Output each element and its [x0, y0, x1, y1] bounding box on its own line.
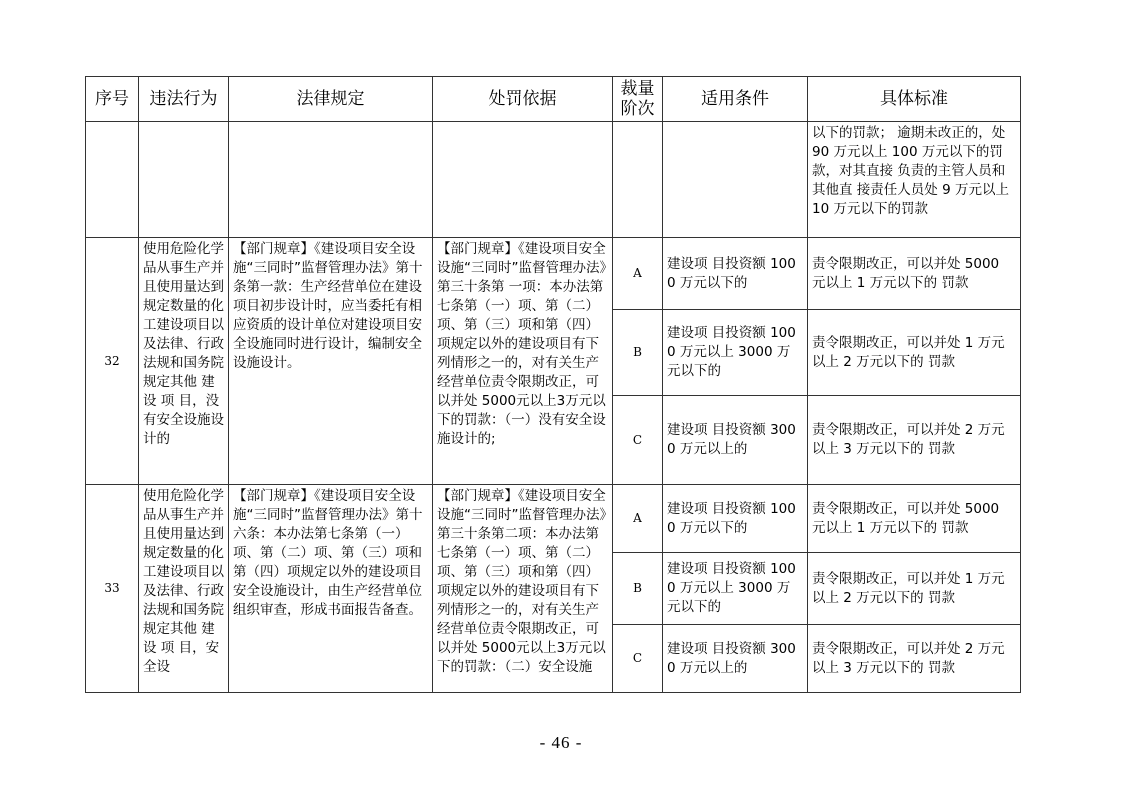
act-cell: 使用危险化学品从事生产并且使用量达到规定数量的化工建设项目以及法律、行政法规和国务院规定其他 建 设 项 目，没有安全设施设计的 — [139, 238, 229, 485]
page-number: - 46 - — [539, 733, 583, 752]
table-row — [86, 485, 1021, 553]
std-cell: 责令限期改正，可以并处 1 万元以上 2 万元以下的 罚款 — [808, 553, 1021, 625]
basis-cell: 【部门规章】《建设项目安全设施“三同时”监督管理办法》第三十条第 一项：本办法第七条第（一）项、第（二）项、第（三）项和第（四）项规定以外的建设项目有下列情形之一的，对有关生产经营单位责令限期改正，可以并处 5000元以上3万元以下的罚款：（一）没有安全设施设计的; — [433, 238, 613, 485]
cond-cell: 建设项 目投资额 1000 万元以上 3000 万元以下的 — [663, 310, 808, 396]
std-cell: 责令限期改正，可以并处 1 万元以上 2 万元以下的 罚款 — [808, 310, 1021, 396]
seq-cell: 33 — [86, 485, 139, 693]
cond-cell: 建设项 目投资额 1000 万元以上 3000 万元以下的 — [663, 553, 808, 625]
seq-cell: 32 — [86, 238, 139, 485]
level-cell: B — [613, 310, 663, 396]
cond-cell: 建设项 目投资额 3000 万元以上的 — [663, 396, 808, 485]
header-std: 具体标准 — [808, 77, 1021, 122]
cont-level-cell — [613, 122, 663, 238]
header-law: 法律规定 — [229, 77, 433, 122]
header-row — [86, 77, 1021, 122]
header-act: 违法行为 — [139, 77, 229, 122]
continuation-row — [86, 122, 1021, 238]
cont-cond-cell — [663, 122, 808, 238]
law-cell: 【部门规章】《建设项目安全设施“三同时”监督管理办法》第十条第一款：生产经营单位在建设项目初步设计时，应当委托有相应资质的设计单位对建设项目安全设施同时进行设计，编制安全设施设计。 — [229, 238, 433, 485]
cont-basis-cell — [433, 122, 613, 238]
basis-cell: 【部门规章】《建设项目安全设施“三同时”监督管理办法》第三十条第二项：本办法第七条第（一）项、第（二）项、第（三）项和第（四）项规定以外的建设项目有下列情形之一的，对有关生产经营单位责令限期改正，可以并处 5000元以上3万元以下的罚款：（二）安全设施 — [433, 485, 613, 693]
level-cell: C — [613, 396, 663, 485]
act-cell: 使用危险化学品从事生产并且使用量达到规定数量的化工建设项目以及法律、行政法规和国务院规定其他 建 设 项 目，安全设 — [139, 485, 229, 693]
level-cell: B — [613, 553, 663, 625]
header-basis: 处罚依据 — [433, 77, 613, 122]
header-seq: 序号 — [86, 77, 139, 122]
std-cell: 责令限期改正，可以并处 5000 元以上 1 万元以下的 罚款 — [808, 485, 1021, 553]
table-row — [86, 238, 1021, 310]
penalty-table — [85, 76, 1021, 693]
cond-cell: 建设项 目投资额 3000 万元以上的 — [663, 625, 808, 693]
header-cond: 适用条件 — [663, 77, 808, 122]
level-cell: A — [613, 238, 663, 310]
cont-std-cell: 以下的罚款； 逾期未改正的，处 90 万元以上 100 万元以下的罚款，对其直接 负责的主管人员和其他直 接责任人员处 9 万元以上 10 万元以下的罚款 — [808, 122, 1021, 238]
cont-act-cell — [139, 122, 229, 238]
level-cell: A — [613, 485, 663, 553]
level-cell: C — [613, 625, 663, 693]
std-cell: 责令限期改正，可以并处 2 万元以上 3 万元以下的 罚款 — [808, 396, 1021, 485]
cont-law-cell — [229, 122, 433, 238]
cont-seq-cell — [86, 122, 139, 238]
header-level: 裁量 阶次 — [613, 77, 663, 122]
std-cell: 责令限期改正，可以并处 5000 元以上 1 万元以下的 罚款 — [808, 238, 1021, 310]
cond-cell: 建设项 目投资额 1000 万元以下的 — [663, 485, 808, 553]
law-cell: 【部门规章】《建设项目安全设施“三同时”监督管理办法》第十六条：本办法第七条第（一）项、第（二）项、第（三）项和第（四）项规定以外的建设项目安全设施设计，由生产经营单位组织审查，形成书面报告备查。 — [229, 485, 433, 693]
std-cell: 责令限期改正，可以并处 2 万元以上 3 万元以下的 罚款 — [808, 625, 1021, 693]
cond-cell: 建设项 目投资额 1000 万元以下的 — [663, 238, 808, 310]
